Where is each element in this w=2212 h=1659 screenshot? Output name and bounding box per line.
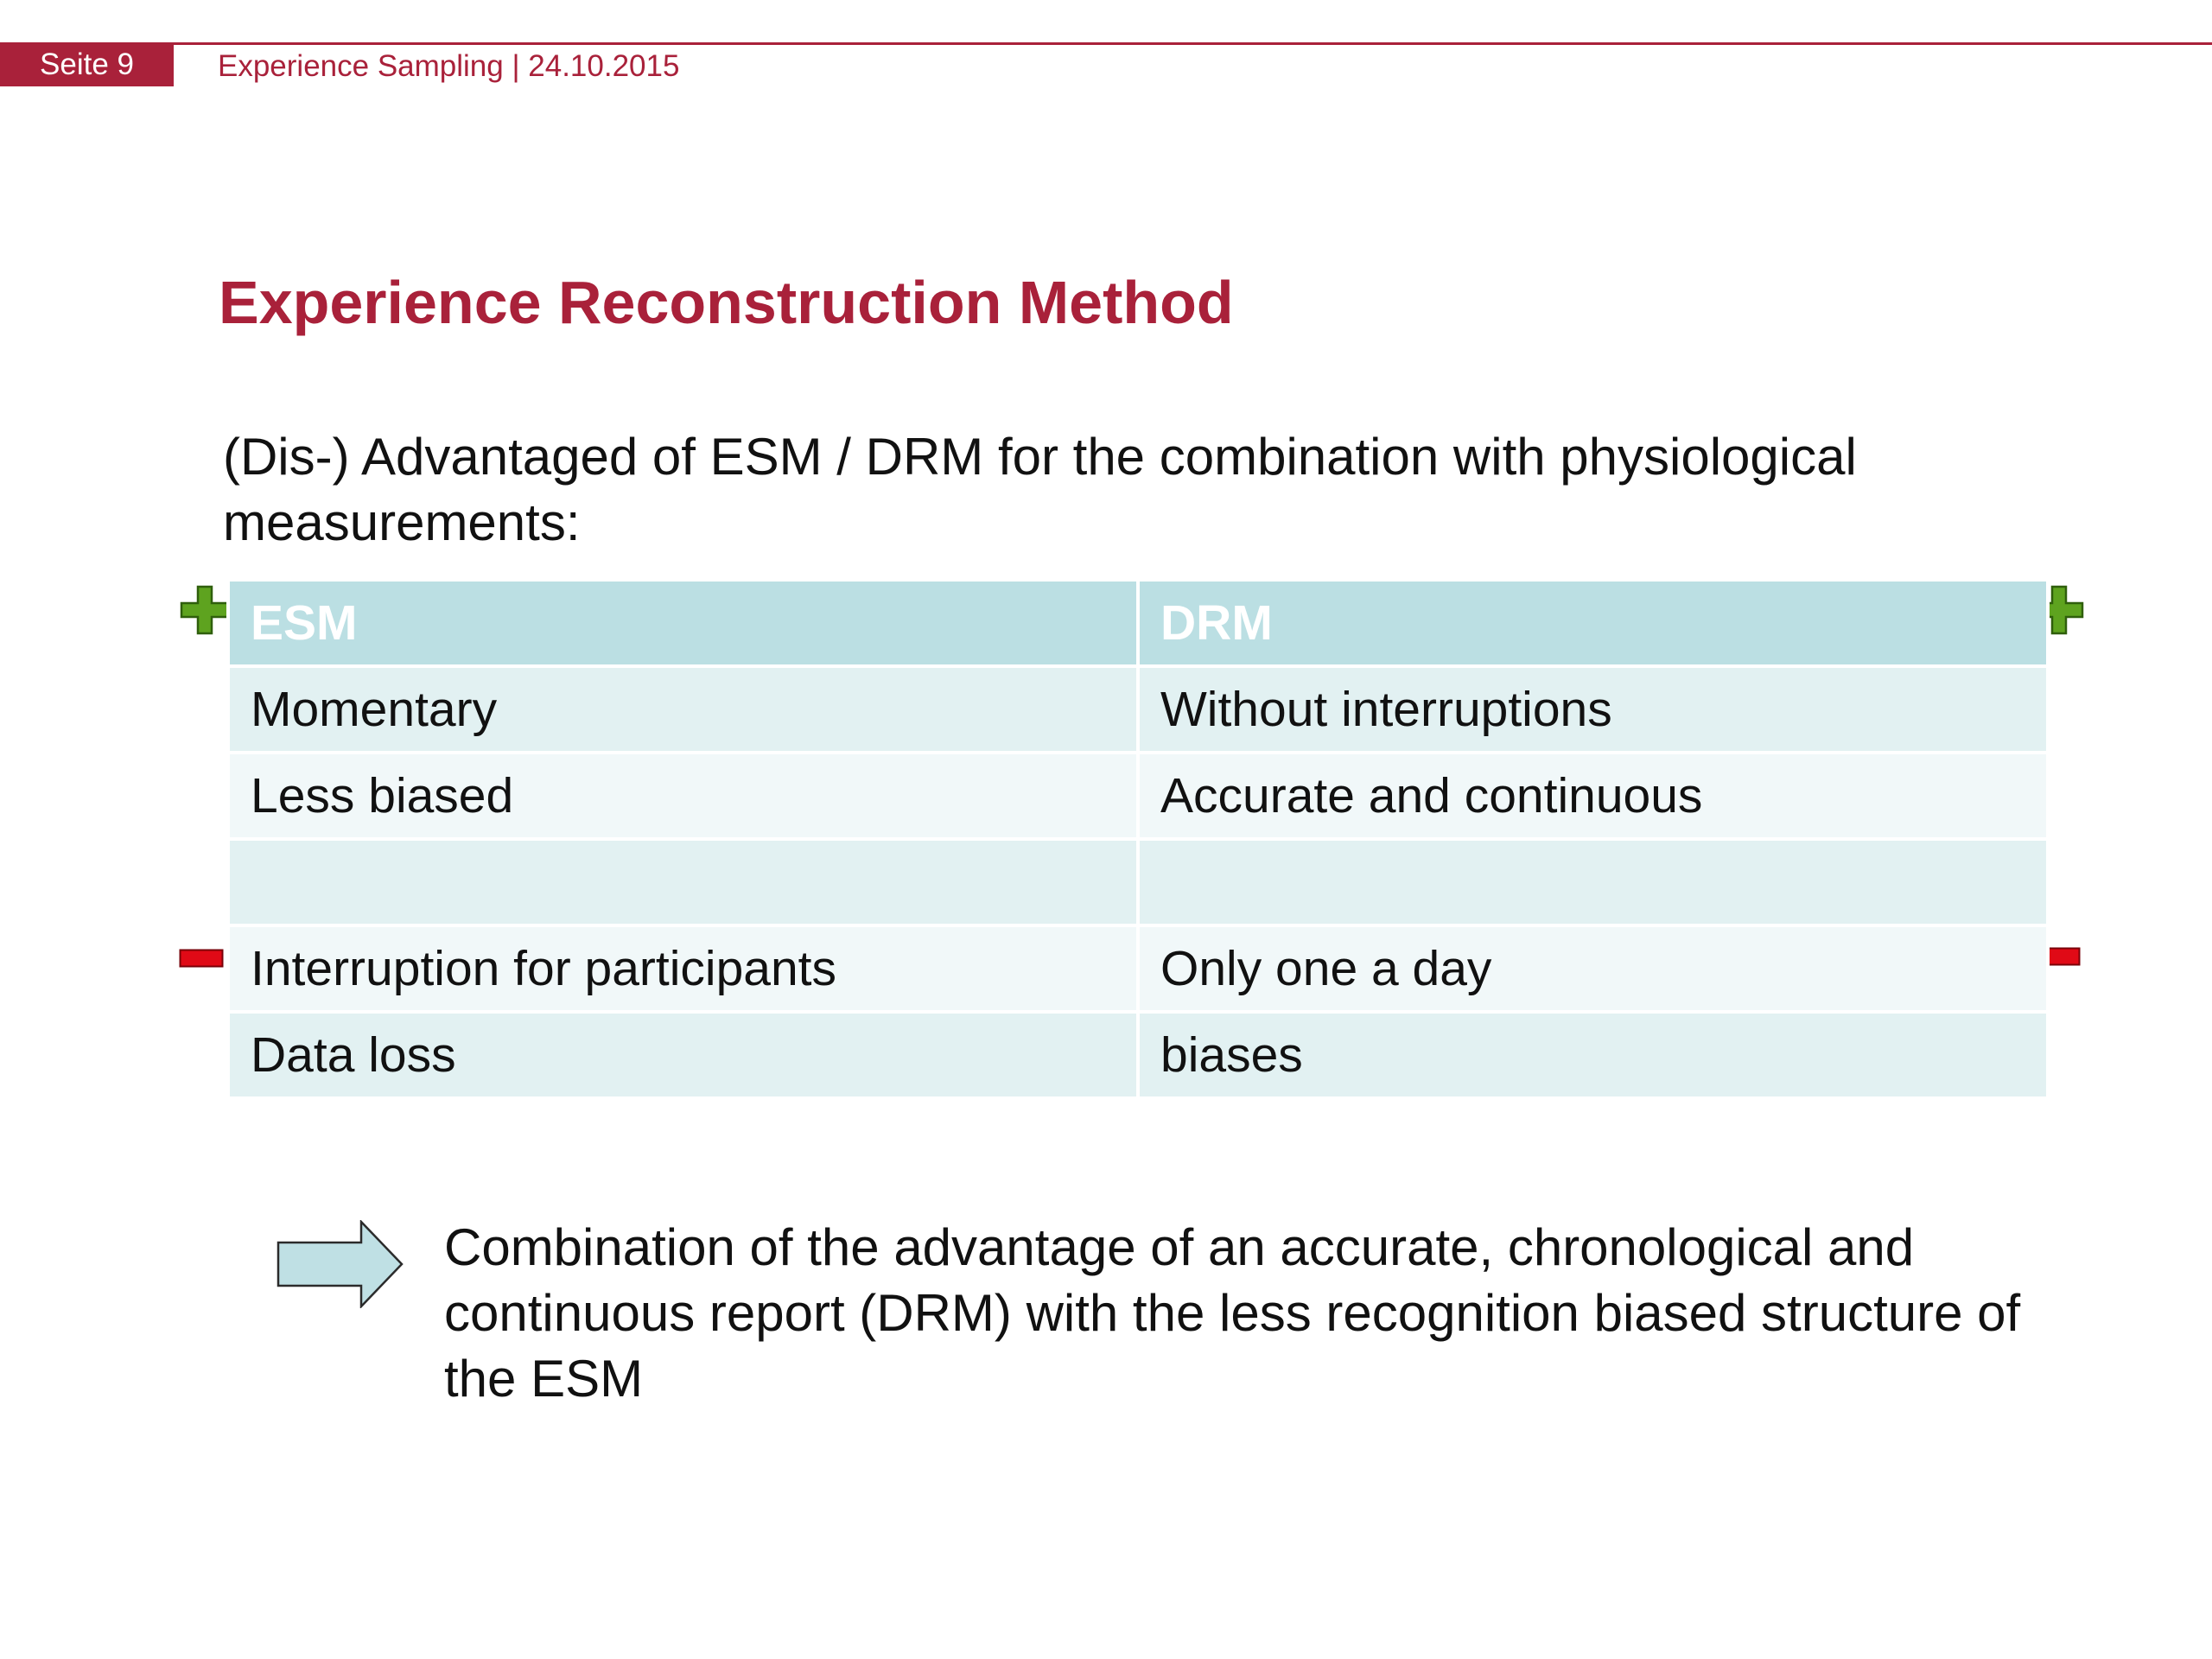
right-arrow-icon <box>276 1220 404 1308</box>
table-row <box>228 925 2048 1012</box>
table-header-row <box>228 580 2048 666</box>
table-cell: Data loss <box>228 1012 1138 1098</box>
plus-icon <box>180 585 230 635</box>
comparison-table-wrapper <box>226 578 2050 1100</box>
conclusion-text: Combination of the advantage of an accurate, chronological and continuous report (DRM) with the less recognition biased structure of the ESM <box>444 1218 2021 1408</box>
table-cell: biases <box>1138 1012 2048 1098</box>
comparison-table <box>226 578 2050 1100</box>
table-cell: Less biased <box>228 753 1138 839</box>
table-cell: Only one a day <box>1138 925 2048 1012</box>
slide-title: Experience Reconstruction Method <box>219 269 1234 336</box>
column-header-esm: ESM <box>228 580 1138 666</box>
minus-icon <box>179 949 224 968</box>
intro-text: (Dis-) Advantaged of ESM / DRM for the combination with physiological measurements: <box>223 428 1857 551</box>
page-number-badge: Seite 9 <box>0 43 174 86</box>
header-rule <box>0 42 2212 45</box>
table-cell <box>1138 839 2048 925</box>
table-cell: Without interruptions <box>1138 666 2048 753</box>
table-row <box>228 666 2048 753</box>
table-cell: Momentary <box>228 666 1138 753</box>
header-meta: Experience Sampling | 24.10.2015 <box>218 49 680 83</box>
table-cell: Interruption for participants <box>228 925 1138 1012</box>
table-cell <box>228 839 1138 925</box>
table-cell: Accurate and continuous <box>1138 753 2048 839</box>
table-row <box>228 753 2048 839</box>
column-header-drm: DRM <box>1138 580 2048 666</box>
table-row <box>228 839 2048 925</box>
table-row <box>228 1012 2048 1098</box>
